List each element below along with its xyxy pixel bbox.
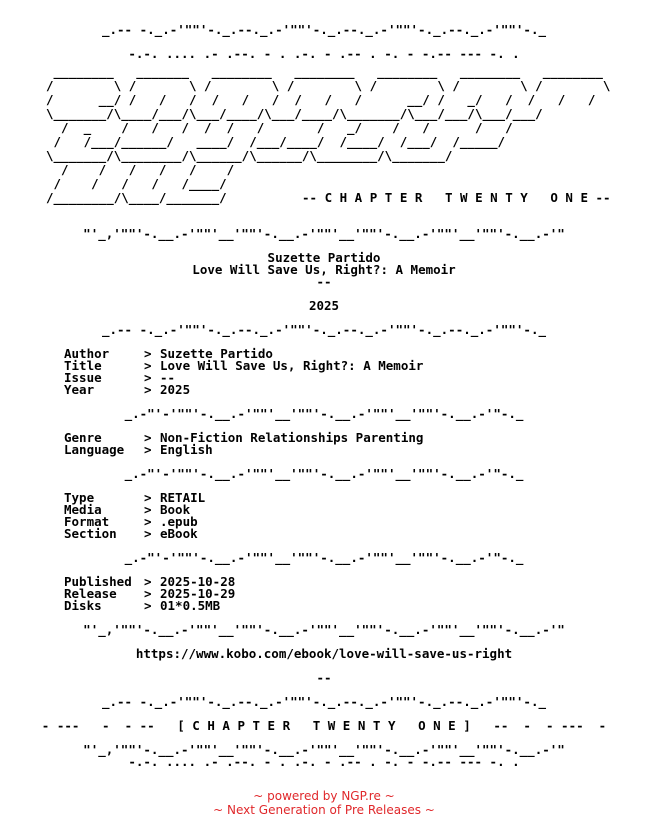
wave-under-logo: "'_,'""'-.__.-'""'__'""'-.__.-'""'__'""'-.__.-'""'__'""'-.__.-'" — [83, 226, 565, 241]
logo-line: ________ _______ ________ ________ ________ ________ ________ — [46, 64, 603, 79]
info-value: Book — [160, 502, 191, 517]
info-key: Genre — [64, 430, 102, 445]
info-arrow: > — [144, 382, 152, 397]
info-value: eBook — [160, 526, 198, 541]
info-arrow: > — [144, 526, 152, 541]
wave-sep-2: _.-"'-'""'-.__.-'""'__'""'-.__.-'""'__'""'-.__.-'"-._ — [124, 466, 524, 481]
source-url[interactable]: https://www.kobo.com/ebook/love-will-save-us-right — [135, 646, 513, 661]
info-key: Title — [64, 358, 102, 373]
footer-tagline: ~ Next Generation of Pre Releases ~ — [213, 803, 435, 817]
info-key: Format — [64, 514, 110, 529]
wave-before-info: _.-- -._.-'""'-._.--._.-'""'-._.--._.-'""'-._.--._.-'""'-._ — [101, 322, 546, 337]
info-value: 2025-10-29 — [160, 586, 236, 601]
info-key: Issue — [64, 370, 102, 385]
info-arrow: > — [144, 502, 152, 517]
header-year: 2025 — [308, 298, 340, 313]
info-value: English — [160, 442, 213, 457]
footer-powered-by[interactable]: ~ powered by NGP.re ~ — [253, 789, 395, 803]
info-key: Disks — [64, 598, 102, 613]
morse-dots-top: -.-. .... .- .--. - . .-. - .-- . -. - -.-- --- -. . — [128, 46, 520, 61]
info-key: Release — [64, 586, 117, 601]
info-arrow: > — [144, 442, 152, 457]
info-value: -- — [160, 370, 176, 385]
logo-line: / / / / / / — [46, 162, 235, 177]
info-arrow: > — [144, 370, 152, 385]
info-key: Year — [64, 382, 95, 397]
info-arrow: > — [144, 598, 152, 613]
info-value: RETAIL — [160, 490, 206, 505]
info-arrow: > — [144, 586, 152, 601]
info-key: Section — [64, 526, 117, 541]
wave-top: _.-- -._.-'""'-._.--._.-'""'-._.--._.-'""'-._.--._.-'""'-._ — [101, 22, 546, 37]
info-arrow: > — [144, 574, 152, 589]
logo-line: / __/ / / / / / / / / / __/ / _/ / / / / — [46, 92, 596, 107]
info-key: Media — [64, 502, 102, 517]
header-author: Suzette Partido — [267, 250, 381, 265]
wave-final: "'_,'""'-.__.-'""'__'""'-.__.-'""'__'""'-.__.-'""'__'""'-.__.-'" — [83, 742, 565, 757]
wave-bottom: _.-- -._.-'""'-._.--._.-'""'-._.--._.-'""'-._.--._.-'""'-._ — [101, 694, 546, 709]
logo-line: / \ / \ / \ / \ / \ / \ / \ — [46, 78, 611, 93]
logo-line: / /___/______/ ____/ /___/____/ /____/ /___/ /_____/ — [46, 134, 506, 149]
info-arrow: > — [144, 358, 152, 373]
wave-sep-1: _.-"'-'""'-.__.-'""'__'""'-.__.-'""'__'""'-.__.-'"-._ — [124, 406, 524, 421]
logo-line: \_______/\____/___/\___/____/\___/____/\_______/\___/___/\___/___/ — [46, 106, 543, 121]
info-value: Love Will Save Us, Right?: A Memoir — [160, 358, 424, 373]
info-arrow: > — [144, 490, 152, 505]
logo-line: / _ / / / / / / / _/ / / / / — [46, 120, 513, 135]
info-arrow: > — [144, 514, 152, 529]
info-key: Published — [64, 574, 132, 589]
url-divider: -- — [316, 670, 332, 685]
wave-sep-3: _.-"'-'""'-.__.-'""'__'""'-.__.-'""'__'""'-.__.-'"-._ — [124, 550, 524, 565]
info-arrow: > — [144, 346, 152, 361]
info-value: 01*0.5MB — [160, 598, 221, 613]
wave-before-url: "'_,'""'-.__.-'""'__'""'-.__.-'""'__'""'-.__.-'""'__'""'-.__.-'" — [83, 622, 565, 637]
info-arrow: > — [144, 430, 152, 445]
info-key: Language — [64, 442, 125, 457]
header-divider: -- — [316, 274, 332, 289]
info-value: .epub — [160, 514, 198, 529]
chapter-bar: - --- - - -- [ C H A P T E R T W E N T Y O N E ] -- - - --- - — [41, 718, 607, 733]
logo-line: /________/\____/_______/ — [46, 190, 235, 205]
info-value: Suzette Partido — [160, 346, 273, 361]
logo-line: / / / / /____/ — [46, 176, 227, 191]
header-title: Love Will Save Us, Right?: A Memoir — [192, 262, 456, 277]
logo-line: \_______/\________/\______/\______/\________/\_______/ — [46, 148, 453, 163]
info-value: 2025-10-28 — [160, 574, 236, 589]
morse-dots-bottom: -.-. .... .- .--. - . .-. - .-- . -. - -.-- --- -. . — [128, 754, 520, 769]
chapter-tag: -- C H A P T E R T W E N T Y O N E -- — [302, 190, 611, 205]
info-value: Non-Fiction Relationships Parenting — [160, 430, 424, 445]
info-key: Type — [64, 490, 95, 505]
info-key: Author — [64, 346, 110, 361]
info-value: 2025 — [160, 382, 191, 397]
